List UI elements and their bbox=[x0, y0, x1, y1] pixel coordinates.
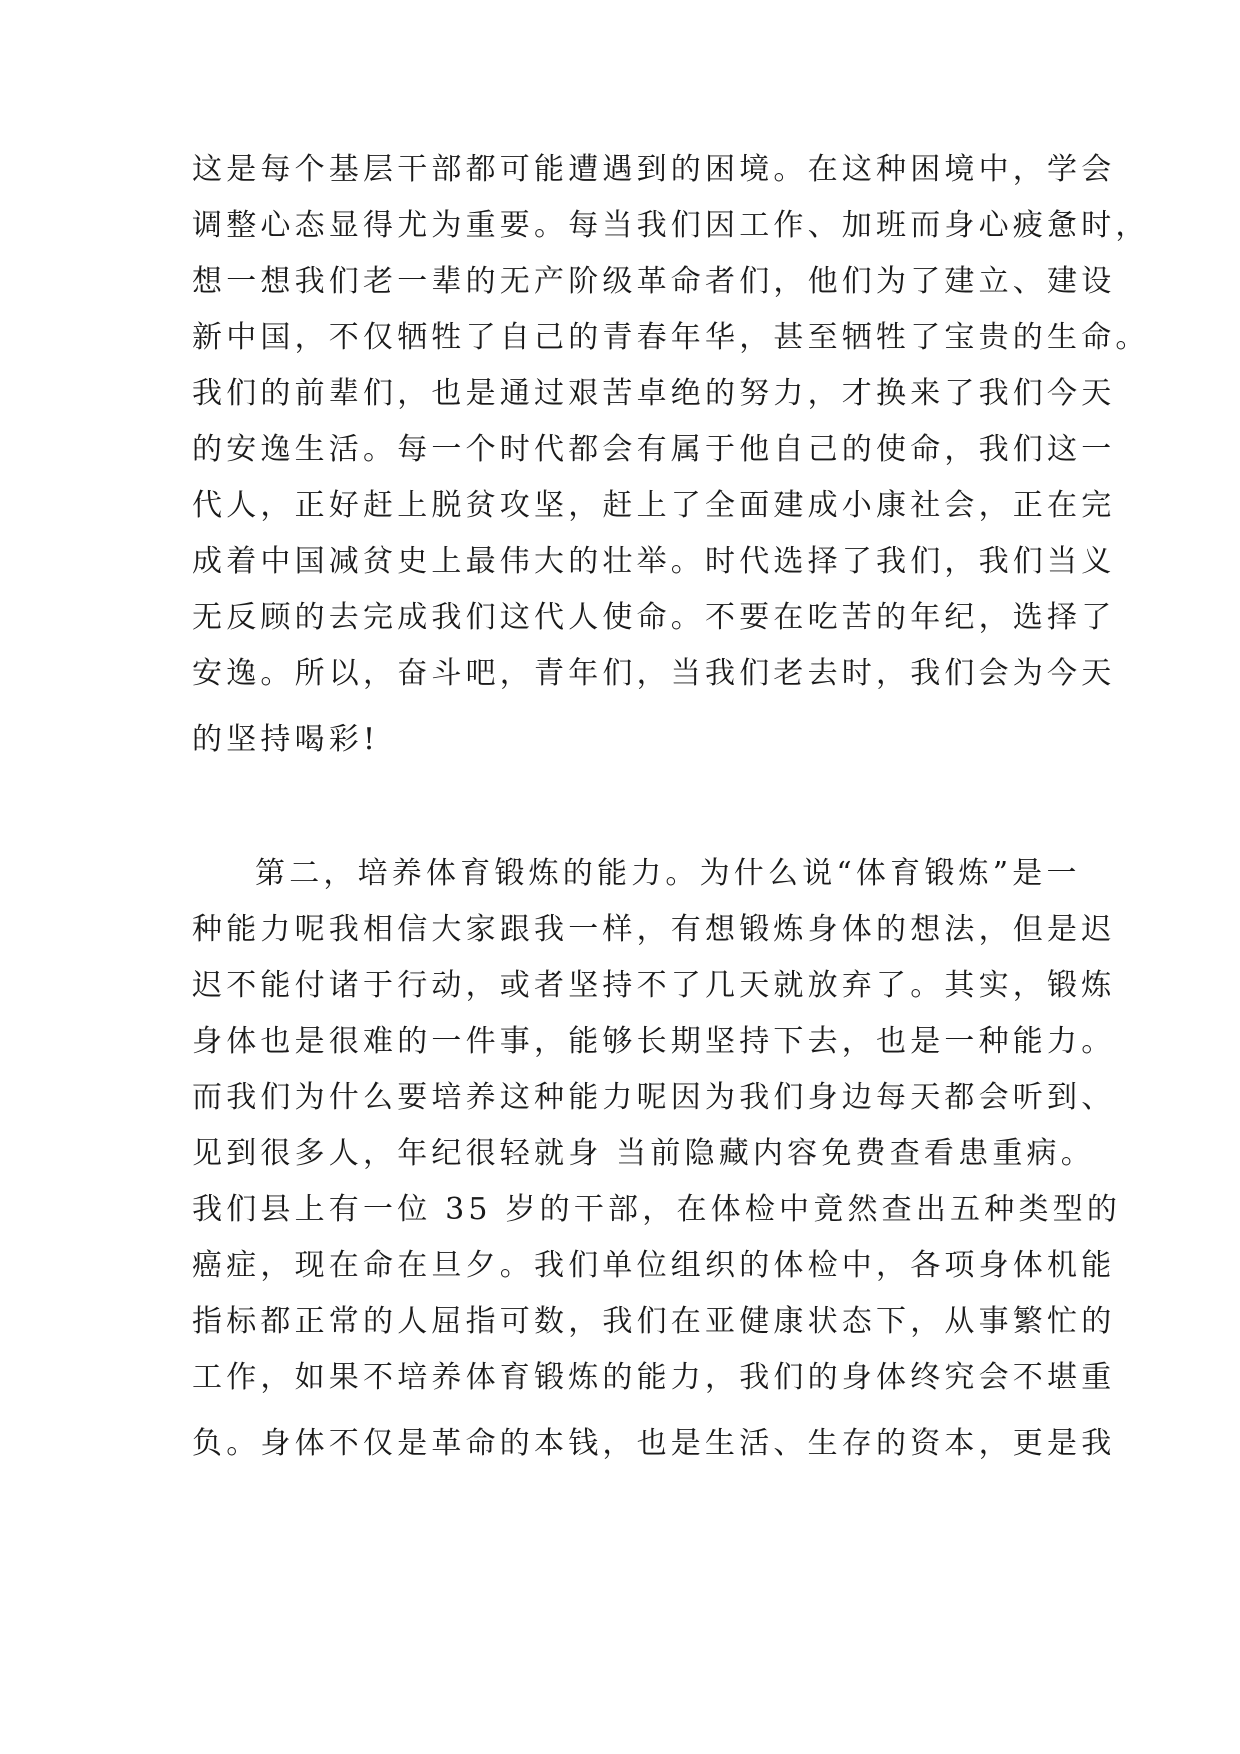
text-line: 的坚持喝彩! bbox=[192, 722, 380, 757]
text-line: 身体也是很难的一件事，能够长期坚持下去，也是一种能力。 bbox=[192, 1024, 1116, 1059]
text-line: 种能力呢我相信大家跟我一样，有想锻炼身体的想法，但是迟 bbox=[192, 912, 1116, 947]
text-line: 迟不能付诸于行动，或者坚持不了几天就放弃了。其实，锻炼 bbox=[192, 968, 1116, 1003]
text-line: 第二，培养体育锻炼的能力。为什么说“体育锻炼”是一 bbox=[255, 856, 1081, 891]
text-line: 想一想我们老一辈的无产阶级革命者们，他们为了建立、建设 bbox=[192, 264, 1116, 299]
text-line: 指标都正常的人屈指可数，我们在亚健康状态下，从事繁忙的 bbox=[192, 1304, 1116, 1339]
text-line: 而我们为什么要培养这种能力呢因为我们身边每天都会听到、 bbox=[192, 1080, 1116, 1115]
text-line: 我们的前辈们，也是通过艰苦卓绝的努力，才换来了我们今天 bbox=[192, 376, 1116, 411]
text-line: 的安逸生活。每一个时代都会有属于他自己的使命，我们这一 bbox=[192, 432, 1116, 467]
text-line: 这是每个基层干部都可能遭遇到的困境。在这种困境中，学会 bbox=[192, 152, 1116, 187]
text-line: 代人，正好赶上脱贫攻坚，赶上了全面建成小康社会，正在完 bbox=[192, 488, 1116, 523]
text-line: 安逸。所以，奋斗吧，青年们，当我们老去时，我们会为今天 bbox=[192, 656, 1116, 691]
text-line: 新中国，不仅牺牲了自己的青春年华，甚至牺牲了宝贵的生命。 bbox=[192, 320, 1150, 355]
text-line: 无反顾的去完成我们这代人使命。不要在吃苦的年纪，选择了 bbox=[192, 600, 1116, 635]
text-line: 成着中国减贫史上最伟大的壮举。时代选择了我们，我们当义 bbox=[192, 544, 1116, 579]
text-line: 工作，如果不培养体育锻炼的能力，我们的身体终究会不堪重 bbox=[192, 1360, 1116, 1395]
text-line: 我们县上有一位 35 岁的干部，在体检中竟然查出五种类型的 bbox=[192, 1192, 1122, 1227]
text-line: 见到很多人，年纪很轻就身 当前隐藏内容免费查看患重病。 bbox=[192, 1136, 1095, 1171]
text-line: 负。身体不仅是革命的本钱，也是生活、生存的资本，更是我 bbox=[192, 1426, 1116, 1461]
text-line: 癌症，现在命在旦夕。我们单位组织的体检中，各项身体机能 bbox=[192, 1248, 1116, 1283]
text-line: 调整心态显得尤为重要。每当我们因工作、加班而身心疲惫时， bbox=[192, 208, 1150, 243]
